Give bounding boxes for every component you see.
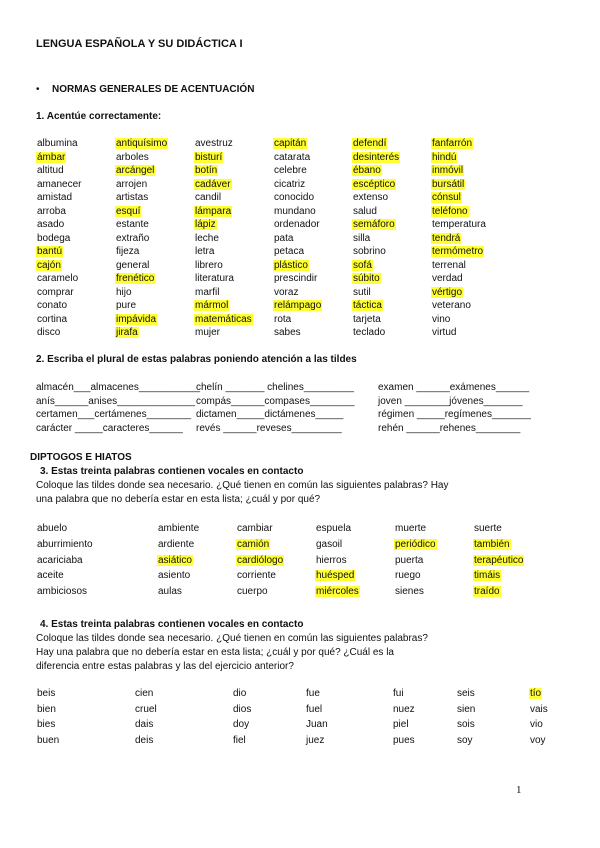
word-item: ordenador [274,219,320,230]
word-item: sien [457,703,476,715]
word-item: cuerpo [237,586,268,598]
word-item: impávida [116,313,157,325]
word-item: disco [37,327,61,338]
word-item: muerte [395,523,427,534]
word-item: seis [457,688,475,699]
word-item: relámpago [274,300,322,311]
word-item: cortina [37,313,68,325]
word-item: fue [306,688,320,699]
word-item: bien [37,703,56,715]
word-item: veterano [432,300,471,311]
word-item: buen [37,734,60,746]
word-item: teclado [353,327,386,338]
exercise-4-instructions-line-2: Hay una palabra que no debería estar en esta lista; ¿cuál y por qué? ¿Cuál es la [36,647,394,658]
word-item: petaca [274,246,305,257]
word-item: defendí [353,138,387,149]
section-heading-acentuacion: NORMAS GENERALES DE ACENTUACIÓN [52,84,255,95]
word-item: termómetro [432,246,484,257]
word-item: vino [432,313,451,325]
word-item: bursátil [432,178,465,190]
word-item: voy [530,734,546,746]
word-item: cónsul [432,192,461,203]
word-item: terapéutico [474,554,524,566]
word-item: celebre [274,165,307,176]
word-item: fui [393,688,404,699]
word-item: salud [353,205,377,217]
bullet-icon: • [36,84,40,95]
word-item: inmóvil [432,165,464,176]
word-item: antiquísimo [116,138,168,149]
word-item: conato [37,300,68,311]
exercise-4-title: 4. Estas treinta palabras contienen vocales en contacto [40,619,304,630]
word-item: puerta [395,554,424,566]
exercise-2-title: 2. Escriba el plural de estas palabras poniendo atención a las tildes [36,354,357,365]
plural-entry: chelín _______ chelines_________ [196,382,354,393]
word-item: conocido [274,192,315,203]
word-item: desinterés [353,151,400,163]
plural-entry: rehén ______rehenes________ [378,422,521,434]
exercise-3-title: 3. Estas treinta palabras contienen vocales en contacto [40,466,304,477]
word-item: sienes [395,586,424,598]
word-item: asado [37,219,65,230]
word-item: huésped [316,570,355,582]
word-item: nuez [393,703,415,715]
plural-entry: certamen___certámenes________ [36,409,192,420]
section-heading-diptongos: DIPTOGOS E HIATOS [30,452,132,463]
word-item: comprar [37,286,74,298]
word-item: dio [233,688,247,699]
word-item: verdad [432,273,463,284]
word-item: timáis [474,570,501,582]
word-item: cardiólogo [237,554,284,566]
exercise-4-instructions-line-3: diferencia entre estas palabras y las del ejercicio anterior? [36,661,294,672]
word-item: aceite [37,570,64,582]
exercise-4-instructions-line-1: Coloque las tildes donde sea necesario. ¿Qué tienen en común las siguientes palabras? [36,633,428,644]
word-item: aulas [158,586,182,598]
plural-entry: dictamen_____dictámenes_____ [196,409,344,420]
word-item: arrojen [116,178,148,190]
word-item: espuela [316,523,352,534]
word-item: abuelo [37,523,68,534]
word-item: mujer [195,327,221,338]
word-item: fijeza [116,246,140,257]
word-item: literatura [195,273,234,284]
word-item: asiento [158,570,191,582]
plural-entry: carácter _____caracteres______ [36,422,183,434]
word-item: albumina [37,138,78,149]
word-item: arboles [116,151,149,163]
word-item: escéptico [353,178,396,190]
word-item: artistas [116,192,149,203]
word-item: sofá [353,259,372,271]
word-item: mundano [274,205,316,217]
word-item: sabes [274,327,301,338]
word-item: sobrino [353,246,386,257]
word-item: ardiente [158,538,195,550]
word-item: candil [195,192,222,203]
exercise-1-title: 1. Acentúe correctamente: [36,111,162,122]
word-item: amistad [37,192,73,203]
word-item: pata [274,232,294,244]
plural-entry: compás______compases________ [196,395,355,407]
word-item: letra [195,246,215,257]
word-item: lápiz [195,219,216,230]
plural-entry: régimen _____regímenes_______ [378,409,531,420]
word-item: soy [457,734,473,746]
word-item: terrenal [432,259,466,271]
word-item: piel [393,719,409,731]
word-item: bies [37,719,56,731]
word-item: vértigo [432,286,463,298]
plural-entry: joven ________jóvenes_______ [378,395,523,407]
word-item: pues [393,734,415,746]
word-item: tío [530,688,542,699]
word-item: arroba [37,205,66,217]
word-item: también [474,538,510,550]
word-item: asiático [158,554,192,566]
word-item: teléfono [432,205,468,217]
word-item: cruel [135,703,157,715]
word-item: ambiente [158,523,200,534]
word-item: botín [195,165,218,176]
word-item: deis [135,734,154,746]
word-item: hijo [116,286,132,298]
word-item: rota [274,313,292,325]
plural-entry: examen ______exámenes______ [378,382,530,393]
word-item: miércoles [316,586,359,598]
word-item: tarjeta [353,313,381,325]
word-item: táctica [353,300,382,311]
word-item: bodega [37,232,71,244]
word-item: voraz [274,286,299,298]
word-item: leche [195,232,219,244]
word-item: juez [306,734,325,746]
exercise-3-instructions-line-2: una palabra que no debería estar en esta lista; ¿cuál y por qué? [36,494,321,505]
word-item: Juan [306,719,328,731]
word-item: arcángel [116,165,155,176]
word-item: vais [530,703,548,715]
word-item: ambiciosos [37,586,88,598]
word-item: marfil [195,286,220,298]
word-item: caramelo [37,273,79,284]
word-item: fuel [306,703,323,715]
word-item: sutil [353,286,371,298]
word-item: cicatriz [274,178,306,190]
word-item: bantú [37,246,63,257]
word-item: esquí [116,205,141,217]
word-item: súbito [353,273,380,284]
word-item: cadáver [195,178,231,190]
word-item: periódico [395,538,436,550]
word-item: bisturí [195,151,223,163]
word-item: acariciaba [37,554,83,566]
word-item: vio [530,719,543,731]
word-item: traído [474,586,500,598]
word-item: general [116,259,150,271]
word-item: cajón [37,259,61,271]
plural-entry: revés ______reveses_________ [196,422,342,434]
word-item: librero [195,259,223,271]
word-item: jirafa [116,327,138,338]
word-item: lámpara [195,205,232,217]
word-item: sois [457,719,475,731]
word-item: extenso [353,192,389,203]
word-item: pure [116,300,137,311]
word-item: aburrimiento [37,538,93,550]
word-item: virtud [432,327,457,338]
word-item: dios [233,703,252,715]
word-item: hierros [316,554,347,566]
word-item: extraño [116,232,150,244]
word-item: matemáticas [195,313,252,325]
exercise-3-instructions-line-1: Coloque las tildes donde sea necesario. ¿Qué tienen en común las siguientes palabras? Hay [36,480,449,491]
word-item: gasoil [316,538,343,550]
word-item: ámbar [37,151,66,163]
word-item: beis [37,688,56,699]
page-number: 1 [516,784,522,796]
word-item: corriente [237,570,276,582]
word-item: cien [135,688,154,699]
word-item: cambiar [237,523,273,534]
word-item: camión [237,538,270,550]
word-item: hindú [432,151,457,163]
word-item: capitán [274,138,307,149]
word-item: tendrá [432,232,461,244]
word-item: estante [116,219,149,230]
word-item: ruego [395,570,421,582]
word-item: dais [135,719,154,731]
word-item: suerte [474,523,502,534]
word-item: fiel [233,734,246,746]
word-item: catarata [274,151,311,163]
word-item: prescindir [274,273,318,284]
word-item: silla [353,232,371,244]
word-item: frenético [116,273,155,284]
word-item: altitud [37,165,64,176]
word-item: mármol [195,300,229,311]
word-item: avestruz [195,138,233,149]
plural-entry: anís______anises______________ [36,395,196,407]
word-item: amanecer [37,178,82,190]
word-item: ébano [353,165,381,176]
word-item: doy [233,719,250,731]
document-title: LENGUA ESPAÑOLA Y SU DIDÁCTICA I [36,38,243,50]
word-item: plástico [274,259,308,271]
word-item: semáforo [353,219,395,230]
word-item: temperatura [432,219,486,230]
plural-entry: almacén___almacenes___________ [36,382,201,393]
word-item: fanfarrón [432,138,473,149]
